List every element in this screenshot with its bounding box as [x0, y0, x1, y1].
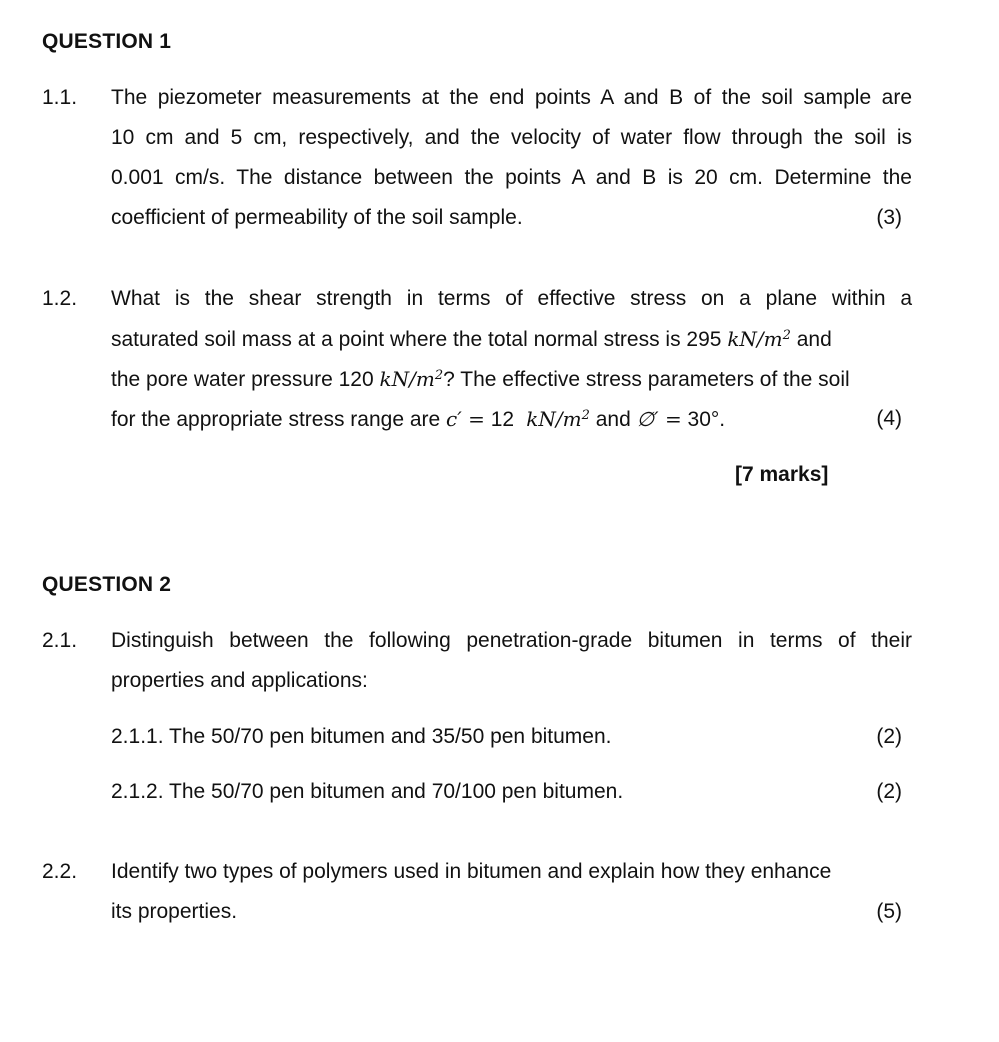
question-2-1-number: 2.1. — [42, 629, 78, 652]
question-1-1-line-3: 0.001 cm/s. The distance between the points A and B is 20 cm. Determine the — [111, 166, 912, 189]
question-1-total-marks: [7 marks] — [735, 463, 829, 486]
question-2-1-1: 2.1.1. The 50/70 pen bitumen and 35/50 pen bitumen. — [111, 725, 612, 748]
friction-angle-symbol: ∅′ = — [636, 407, 682, 431]
question-1-2-line-3 — [111, 367, 912, 392]
question-1-1-line-1: The piezometer measurements at the end points A and B of the soil sample are — [111, 86, 912, 109]
question-2-1-line-1: Distinguish between the following penetration-grade bitumen in terms of their — [111, 629, 912, 652]
line-4-start: for the appropriate stress range are — [111, 408, 441, 431]
pore-pressure-unit: $kN/m^2$ — [379, 367, 444, 391]
cohesion-value: 12 — [490, 408, 515, 431]
line-4-and: and — [589, 408, 637, 431]
total-stress-unit: $kN/m^2$ — [727, 327, 791, 351]
line-2-text: saturated soil mass at a point where the total normal stress is 295 — [111, 328, 722, 351]
cohesion-symbol: c′ = — [446, 407, 485, 431]
question-2-1-1-marks: (2) — [876, 725, 902, 748]
question-1-heading: QUESTION 1 — [42, 30, 172, 53]
question-2-2-number: 2.2. — [42, 860, 78, 883]
cohesion-unit: $kN/m^2$ — [526, 407, 590, 431]
question-1-2-line-1: What is the shear strength in terms of effective stress on a plane within a — [111, 287, 912, 310]
question-1-1-number: 1.1. — [42, 86, 78, 109]
question-2-1-2-marks: (2) — [876, 780, 902, 803]
question-1-2-line-4 — [111, 407, 912, 432]
question-1-1-line-4: coefficient of permeability of the soil sample. — [111, 206, 523, 229]
question-2-2-line-2: its properties. — [111, 900, 238, 923]
question-1-2-marks: (4) — [876, 407, 902, 430]
question-2-2-marks: (5) — [876, 900, 902, 923]
question-2-1-line-2: properties and applications: — [111, 669, 368, 692]
line-3-end: ? The effective stress parameters of the soil — [443, 368, 850, 391]
question-1-2-line-2 — [111, 327, 912, 352]
question-1-2-number: 1.2. — [42, 287, 78, 310]
line-3-start: the pore water pressure 120 — [111, 368, 374, 391]
question-2-heading: QUESTION 2 — [42, 573, 172, 596]
question-1-1-marks: (3) — [876, 206, 902, 229]
question-2-1-2: 2.1.2. The 50/70 pen bitumen and 70/100 pen bitumen. — [111, 780, 624, 803]
friction-angle-value: 30°. — [681, 408, 726, 431]
question-2-2-line-1: Identify two types of polymers used in bitumen and explain how they enhance — [111, 860, 832, 883]
line-2-end: and — [790, 328, 832, 351]
question-1-1-line-2: 10 cm and 5 cm, respectively, and the velocity of water flow through the soil is — [111, 126, 912, 149]
